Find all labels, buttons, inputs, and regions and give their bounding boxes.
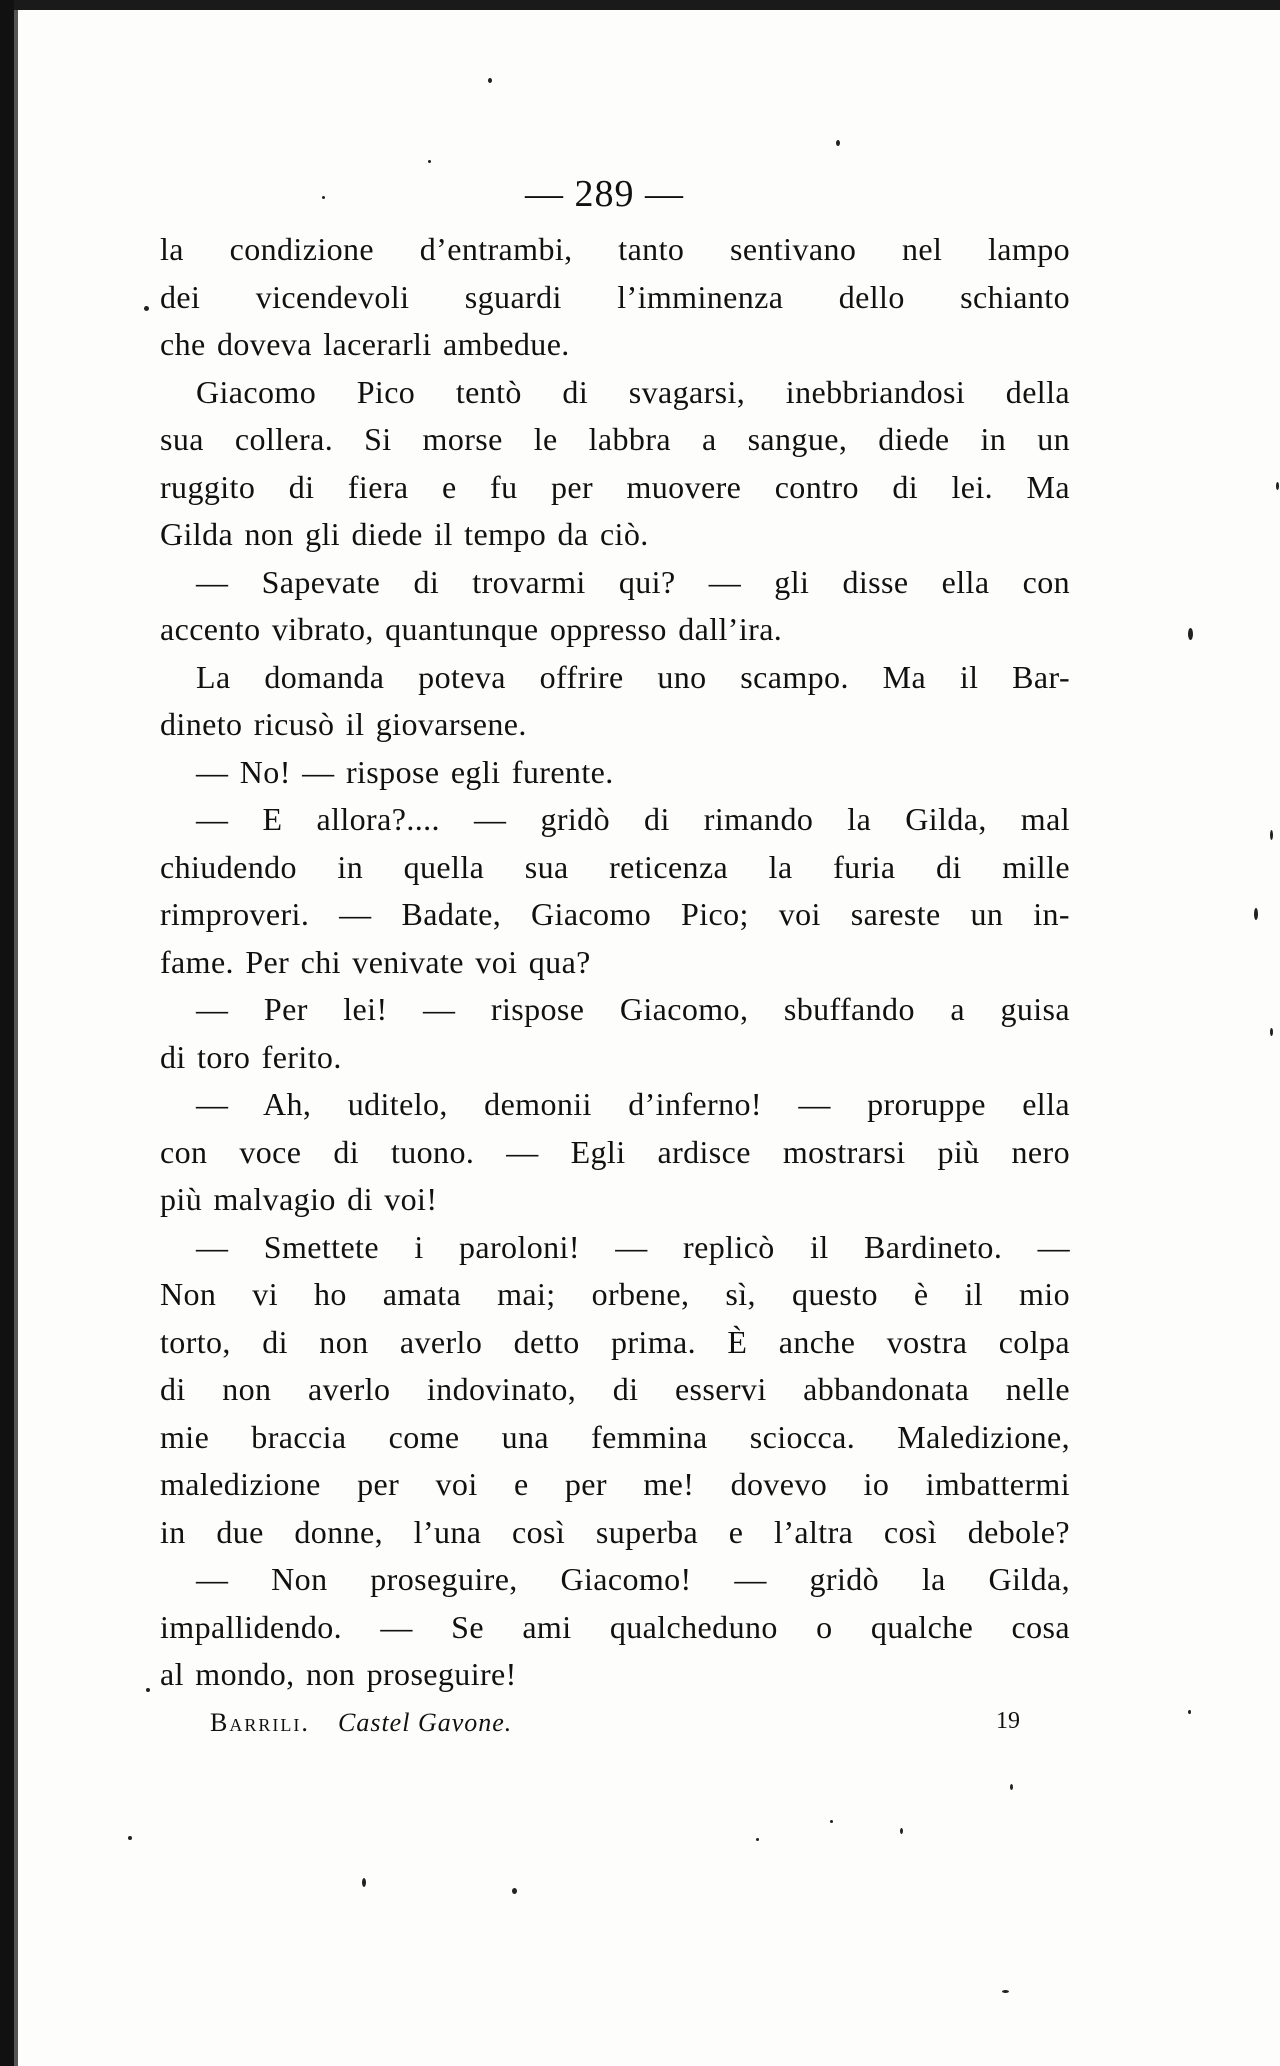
scan-speck <box>488 78 492 83</box>
text-line: Gilda non gli diede il tempo da ciò. <box>160 516 649 552</box>
scan-speck <box>1254 908 1258 920</box>
text-line: — Sapevate di trovarmi qui? — gli disse ella con <box>196 563 1070 600</box>
footer-author: Barrili. <box>210 1708 310 1737</box>
text-line: sua collera. Si morse le labbra a sangue, diede in un <box>160 421 1070 457</box>
scan-speck <box>428 160 431 163</box>
scan-speck <box>146 1688 150 1692</box>
text-line: di toro ferito. <box>160 1038 342 1075</box>
text-line: — E allora?.... — gridò di rimando la Gilda, mal <box>196 801 1070 837</box>
text-line: impallidendo. — Se ami qualcheduno o qualche cosa <box>160 1608 1070 1645</box>
text-line: — Per lei! — rispose Giacomo, sbuffando a guisa <box>196 991 1070 1027</box>
scan-speck <box>128 1836 132 1840</box>
text-line: — No! — rispose egli furente. <box>196 753 614 790</box>
text-line: Non vi ho amata mai; orbene, sì, questo è il mio <box>160 1276 1070 1312</box>
text-line: con voce di tuono. — Egli ardisce mostrarsi più nero <box>160 1133 1070 1170</box>
text-line: La domanda poteva offrire uno scampo. Ma il Bar- <box>196 658 1070 695</box>
text-line: torto, di non averlo detto prima. È anche vostra colpa <box>160 1323 1070 1360</box>
text-line: dineto ricusò il giovarsene. <box>160 706 527 742</box>
scan-speck <box>1270 830 1273 840</box>
page-number: — 289 — <box>525 173 684 215</box>
text-line: la condizione d’entrambi, tanto sentivano nel lampo <box>160 231 1070 267</box>
text-line: di non averlo indovinato, di esservi abbandonata nelle <box>160 1371 1070 1407</box>
text-line: — Non proseguire, Giacomo! — gridò la Gilda, <box>196 1561 1070 1597</box>
scan-speck <box>144 306 149 311</box>
text-line: mie braccia come una femmina sciocca. Maledizione, <box>160 1418 1070 1455</box>
scan-speck <box>900 1828 903 1834</box>
body-text <box>160 226 1070 1699</box>
scan-speck <box>1270 1028 1273 1036</box>
text-line: — Ah, uditelo, demonii d’inferno! — proruppe ella <box>196 1086 1070 1122</box>
text-line: maledizione per voi e per me! dovevo io imbattermi <box>160 1466 1070 1502</box>
text-line: in due donne, l’una così superba e l’altra così debole? <box>160 1513 1070 1550</box>
text-line: chiudendo in quella sua reticenza la furia di mille <box>160 848 1070 885</box>
text-line: che doveva lacerarli ambedue. <box>160 326 570 362</box>
scan-speck <box>322 196 325 199</box>
scan-left-edge <box>0 0 14 2066</box>
text-line: fame. Per chi venivate voi qua? <box>160 943 591 980</box>
text-line: — Smettete i paroloni! — replicò il Bardineto. — <box>196 1228 1070 1265</box>
scan-speck <box>756 1838 759 1841</box>
text-line: rimproveri. — Badate, Giacomo Pico; voi sareste un in- <box>160 896 1070 932</box>
footer-signature: 19 <box>996 1708 1020 1734</box>
scan-speck <box>830 1820 833 1823</box>
text-line: Giacomo Pico tentò di svagarsi, inebbriandosi della <box>196 373 1070 410</box>
scan-speck <box>362 1878 366 1887</box>
scan-speck <box>1002 1990 1009 1993</box>
scan-speck <box>1276 482 1279 490</box>
footer-title: Castel Gavone. <box>338 1708 513 1737</box>
scan-speck <box>836 140 840 146</box>
text-line: dei vicendevoli sguardi l’imminenza dello schianto <box>160 278 1070 315</box>
scan-speck <box>512 1888 517 1894</box>
scan-speck <box>1188 1710 1191 1714</box>
scan-speck <box>1188 628 1193 640</box>
text-line: accento vibrato, quantunque oppresso dall’ira. <box>160 611 783 647</box>
text-line: al mondo, non proseguire! <box>160 1656 517 1692</box>
scan-speck <box>1010 1784 1013 1790</box>
text-line: ruggito di fiera e fu per muovere contro di lei. Ma <box>160 468 1070 505</box>
scan-left-edge-shadow <box>14 10 18 2066</box>
text-line: più malvagio di voi! <box>160 1181 438 1217</box>
page-footer <box>210 1708 1040 1748</box>
scan-top-edge <box>0 0 1280 10</box>
